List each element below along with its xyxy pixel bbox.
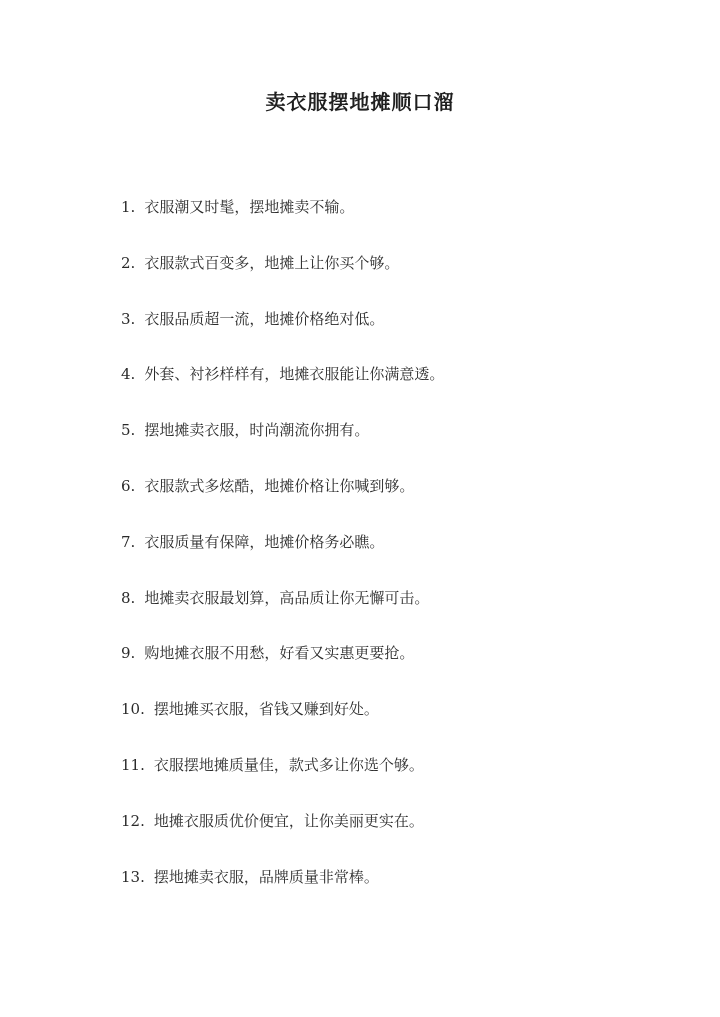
list-item xyxy=(121,865,444,921)
item-number: 9. xyxy=(121,644,136,663)
item-text: 衣服款式多炫酷，地摊价格让你喊到够。 xyxy=(144,476,415,495)
list-item xyxy=(121,530,444,586)
list-item xyxy=(121,697,444,753)
list-item xyxy=(121,753,444,809)
list-item xyxy=(121,307,444,363)
list-item xyxy=(121,195,444,251)
item-number: 1. xyxy=(121,198,136,216)
item-text: 衣服摆地摊质量佳，款式多让你选个够。 xyxy=(153,755,424,774)
document-title: 卖衣服摆地摊顺口溜 xyxy=(265,90,455,114)
item-text: 地摊卖衣服最划算，高品质让你无懈可击。 xyxy=(144,588,430,607)
item-text: 购地摊衣服不用愁，好看又实惠更要抢。 xyxy=(144,644,415,663)
item-number: 7. xyxy=(121,532,136,551)
item-number: 2. xyxy=(121,253,136,272)
item-number: 12. xyxy=(121,811,145,830)
item-number: 11. xyxy=(121,755,145,774)
item-text: 摆地摊买衣服，省钱又赚到好处。 xyxy=(153,700,379,719)
item-text: 衣服潮又时髦，摆地摊卖不输。 xyxy=(144,198,355,216)
item-text: 摆地摊卖衣服，时尚潮流你拥有。 xyxy=(144,421,370,440)
list-item xyxy=(121,362,444,418)
list-item xyxy=(121,251,444,307)
item-number: 5. xyxy=(121,421,136,440)
item-number: 13. xyxy=(121,867,145,886)
list-item xyxy=(121,474,444,530)
item-number: 6. xyxy=(121,476,136,495)
item-text: 衣服款式百变多，地摊上让你买个够。 xyxy=(144,253,400,272)
list-item xyxy=(121,586,444,642)
list-item xyxy=(121,641,444,697)
rhyme-list xyxy=(121,195,444,920)
item-text: 衣服质量有保障，地摊价格务必瞧。 xyxy=(144,532,385,551)
item-text: 摆地摊卖衣服，品牌质量非常棒。 xyxy=(153,867,379,886)
item-text: 衣服品质超一流，地摊价格绝对低。 xyxy=(144,309,385,328)
item-text: 地摊衣服质优价便宜，让你美丽更实在。 xyxy=(153,811,424,830)
item-number: 10. xyxy=(121,700,145,719)
list-item xyxy=(121,418,444,474)
item-number: 4. xyxy=(121,365,136,384)
item-number: 8. xyxy=(121,588,136,607)
list-item xyxy=(121,809,444,865)
item-text: 外套、衬衫样样有，地摊衣服能让你满意透。 xyxy=(144,365,445,384)
item-number: 3. xyxy=(121,309,136,328)
